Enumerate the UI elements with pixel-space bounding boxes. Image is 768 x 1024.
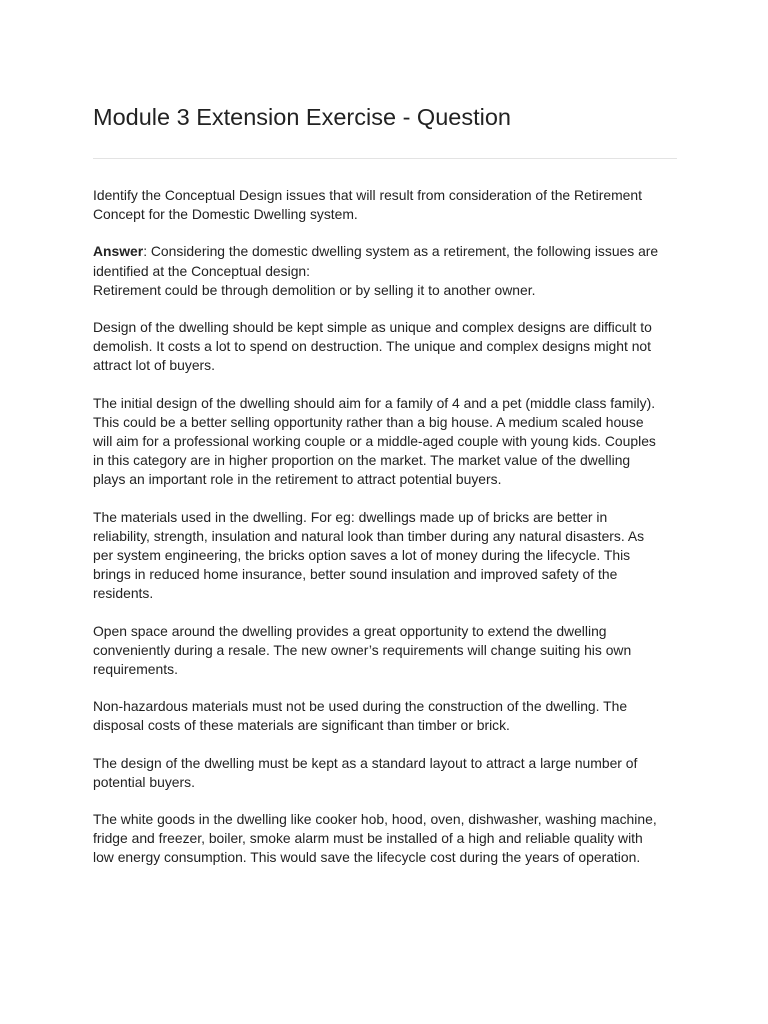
text-line: The design of the dwelling must be kept as a standard layout to attract a large number of: [93, 754, 638, 771]
text-line: plays an important role in the retirement to attract potential buyers.: [93, 471, 502, 488]
page-title: Module 3 Extension Exercise - Question: [93, 104, 511, 130]
question-paragraph: [93, 186, 677, 224]
body-paragraph: [93, 394, 677, 490]
body-paragraph: [93, 754, 677, 792]
text-line: per system engineering, the bricks option saves a lot of money during the lifecycle. This: [93, 547, 631, 564]
text-line: Design of the dwelling should be kept simple as unique and complex designs are difficult to: [93, 319, 652, 336]
text-line: Open space around the dwelling provides a great opportunity to extend the dwelling: [93, 622, 607, 639]
text-line: Non-hazardous materials must not be used during the construction of the dwelling. The: [93, 698, 628, 715]
answer-label: Answer: [93, 243, 144, 260]
text-line: Retirement could be through demolition or by selling it to another owner.: [93, 281, 536, 298]
text-line: low energy consumption. This would save the lifecycle cost during the years of operation.: [93, 849, 641, 866]
body-paragraph: [93, 697, 677, 735]
text-line: identified at the Conceptual design:: [93, 262, 311, 279]
document-body: [93, 186, 677, 886]
body-paragraph: [93, 508, 677, 604]
text-line: requirements.: [93, 661, 178, 678]
text-line: residents.: [93, 585, 154, 602]
text-line: disposal costs of these materials are significant than timber or brick.: [93, 717, 510, 734]
body-paragraph: [93, 622, 677, 680]
text-line: Concept for the Domestic Dwelling system.: [93, 206, 358, 223]
text-line: in this category are in higher proportion on the market. The market value of the dwelling: [93, 452, 631, 469]
text-line: will aim for a professional working couple or a middle-aged couple with young kids. Couples: [93, 433, 656, 450]
text-line: reliability, strength, insulation and natural look than timber during any natural disasters. As: [93, 527, 645, 544]
text-line: attract lot of buyers.: [93, 357, 215, 374]
text-line: potential buyers.: [93, 773, 195, 790]
text-line: Identify the Conceptual Design issues that will result from consideration of the Retirement: [93, 187, 642, 203]
text-line: demolish. It costs a lot to spend on destruction. The unique and complex designs might not: [93, 338, 652, 355]
body-paragraph: [93, 810, 677, 868]
title-divider: [93, 158, 677, 159]
text-line: brings in reduced home insurance, better sound insulation and improved safety of the: [93, 566, 618, 583]
text-line: fridge and freezer, boiler, smoke alarm must be installed of a high and reliable quality with: [93, 830, 643, 847]
text-line: [93, 242, 677, 261]
answer-paragraph: [93, 242, 677, 300]
text-line: The white goods in the dwelling like cooker hob, hood, oven, dishwasher, washing machine,: [93, 811, 657, 828]
text-line: This could be a better selling opportunity rather than a big house. A medium scaled house: [93, 413, 644, 430]
text-line: The materials used in the dwelling. For eg: dwellings made up of bricks are better in: [93, 508, 608, 525]
text-line: conveniently during a resale. The new owner’s requirements will change suiting his own: [93, 641, 632, 658]
answer-intro-text: : Considering the domestic dwelling system as a retirement, the following issues are: [143, 243, 659, 260]
text-line: The initial design of the dwelling should aim for a family of 4 and a pet (middle class family).: [93, 394, 656, 411]
body-paragraph: [93, 318, 677, 376]
